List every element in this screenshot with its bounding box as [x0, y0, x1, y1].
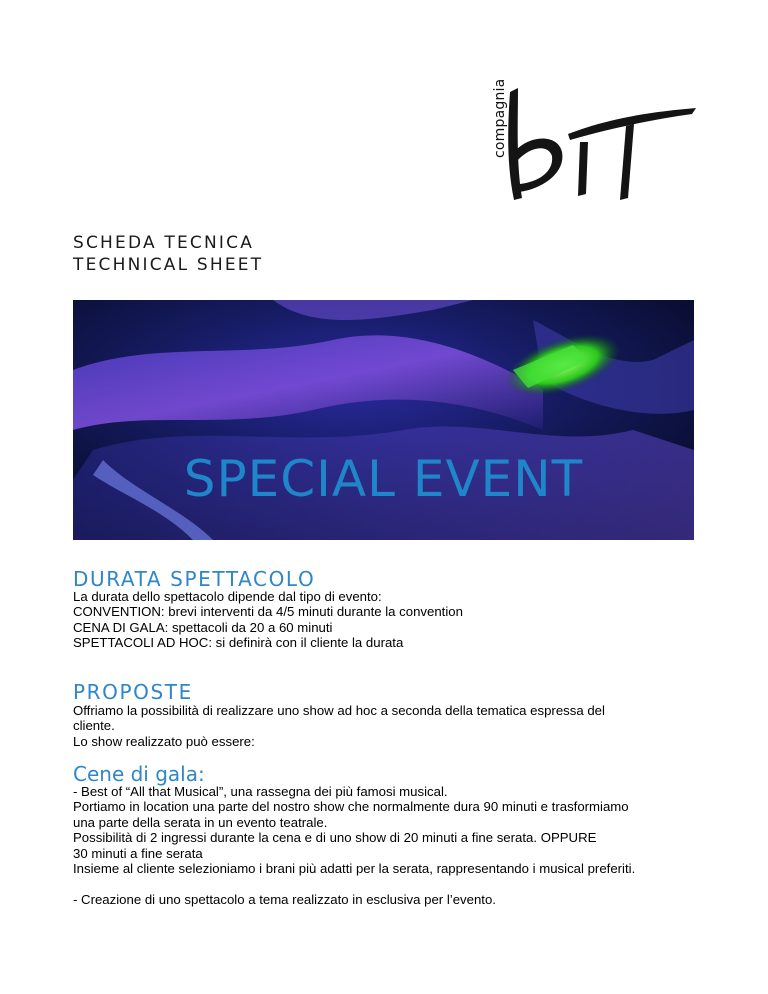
bit-logo-mark [500, 82, 700, 202]
title-english: TECHNICAL SHEET [73, 255, 264, 275]
title-italian: SCHEDA TECNICA [73, 233, 255, 253]
special-event-banner [73, 300, 694, 540]
text-line: Lo show realizzato può essere: [73, 733, 255, 749]
text-line: SPETTACOLI AD HOC: si definirà con il cliente la durata [73, 635, 404, 651]
text-line: cliente. [73, 718, 115, 734]
text-line: Insieme al cliente selezioniamo i brani più adatti per la serata, rappresentando i musical preferiti. [73, 861, 636, 877]
text-line: La durata dello spettacolo dipende dal tipo di evento: [73, 589, 382, 604]
text-line: una parte della serata in un evento teatrale. [73, 814, 328, 830]
logo-wordmark: compagnia [492, 78, 508, 158]
heading-proposte: PROPOSTE [73, 680, 193, 704]
cene-text [73, 784, 693, 907]
text-line: Offriamo la possibilità di realizzare uno show ad hoc a seconda della tematica espressa del [73, 703, 605, 718]
durata-text [73, 589, 693, 651]
text-line: CENA DI GALA: spettacoli da 20 a 60 minuti [73, 619, 333, 635]
banner-title: SPECIAL EVENT [183, 450, 584, 508]
text-line: 30 minuti a fine serata [73, 845, 203, 861]
heading-durata: DURATA SPETTACOLO [73, 567, 316, 591]
text-line: - Best of “All that Musical”, una rassegna dei più famosi musical. [73, 784, 448, 799]
proposte-text [73, 703, 693, 749]
sheet-title [73, 232, 263, 276]
text-line: Possibilità di 2 ingressi durante la cena e di uno show di 20 minuti a fine serata. OPPURE [73, 830, 597, 846]
text-line [73, 876, 693, 891]
text-line: Portiamo in location una parte del nostro show che normalmente dura 90 minuti e trasformiamo [73, 799, 629, 815]
text-line: CONVENTION: brevi interventi da 4/5 minuti durante la convention [73, 604, 463, 620]
heading-cene-di-gala: Cene di gala: [73, 762, 205, 786]
text-line: - Creazione di uno spettacolo a tema realizzato in esclusiva per l’evento. [73, 891, 496, 907]
